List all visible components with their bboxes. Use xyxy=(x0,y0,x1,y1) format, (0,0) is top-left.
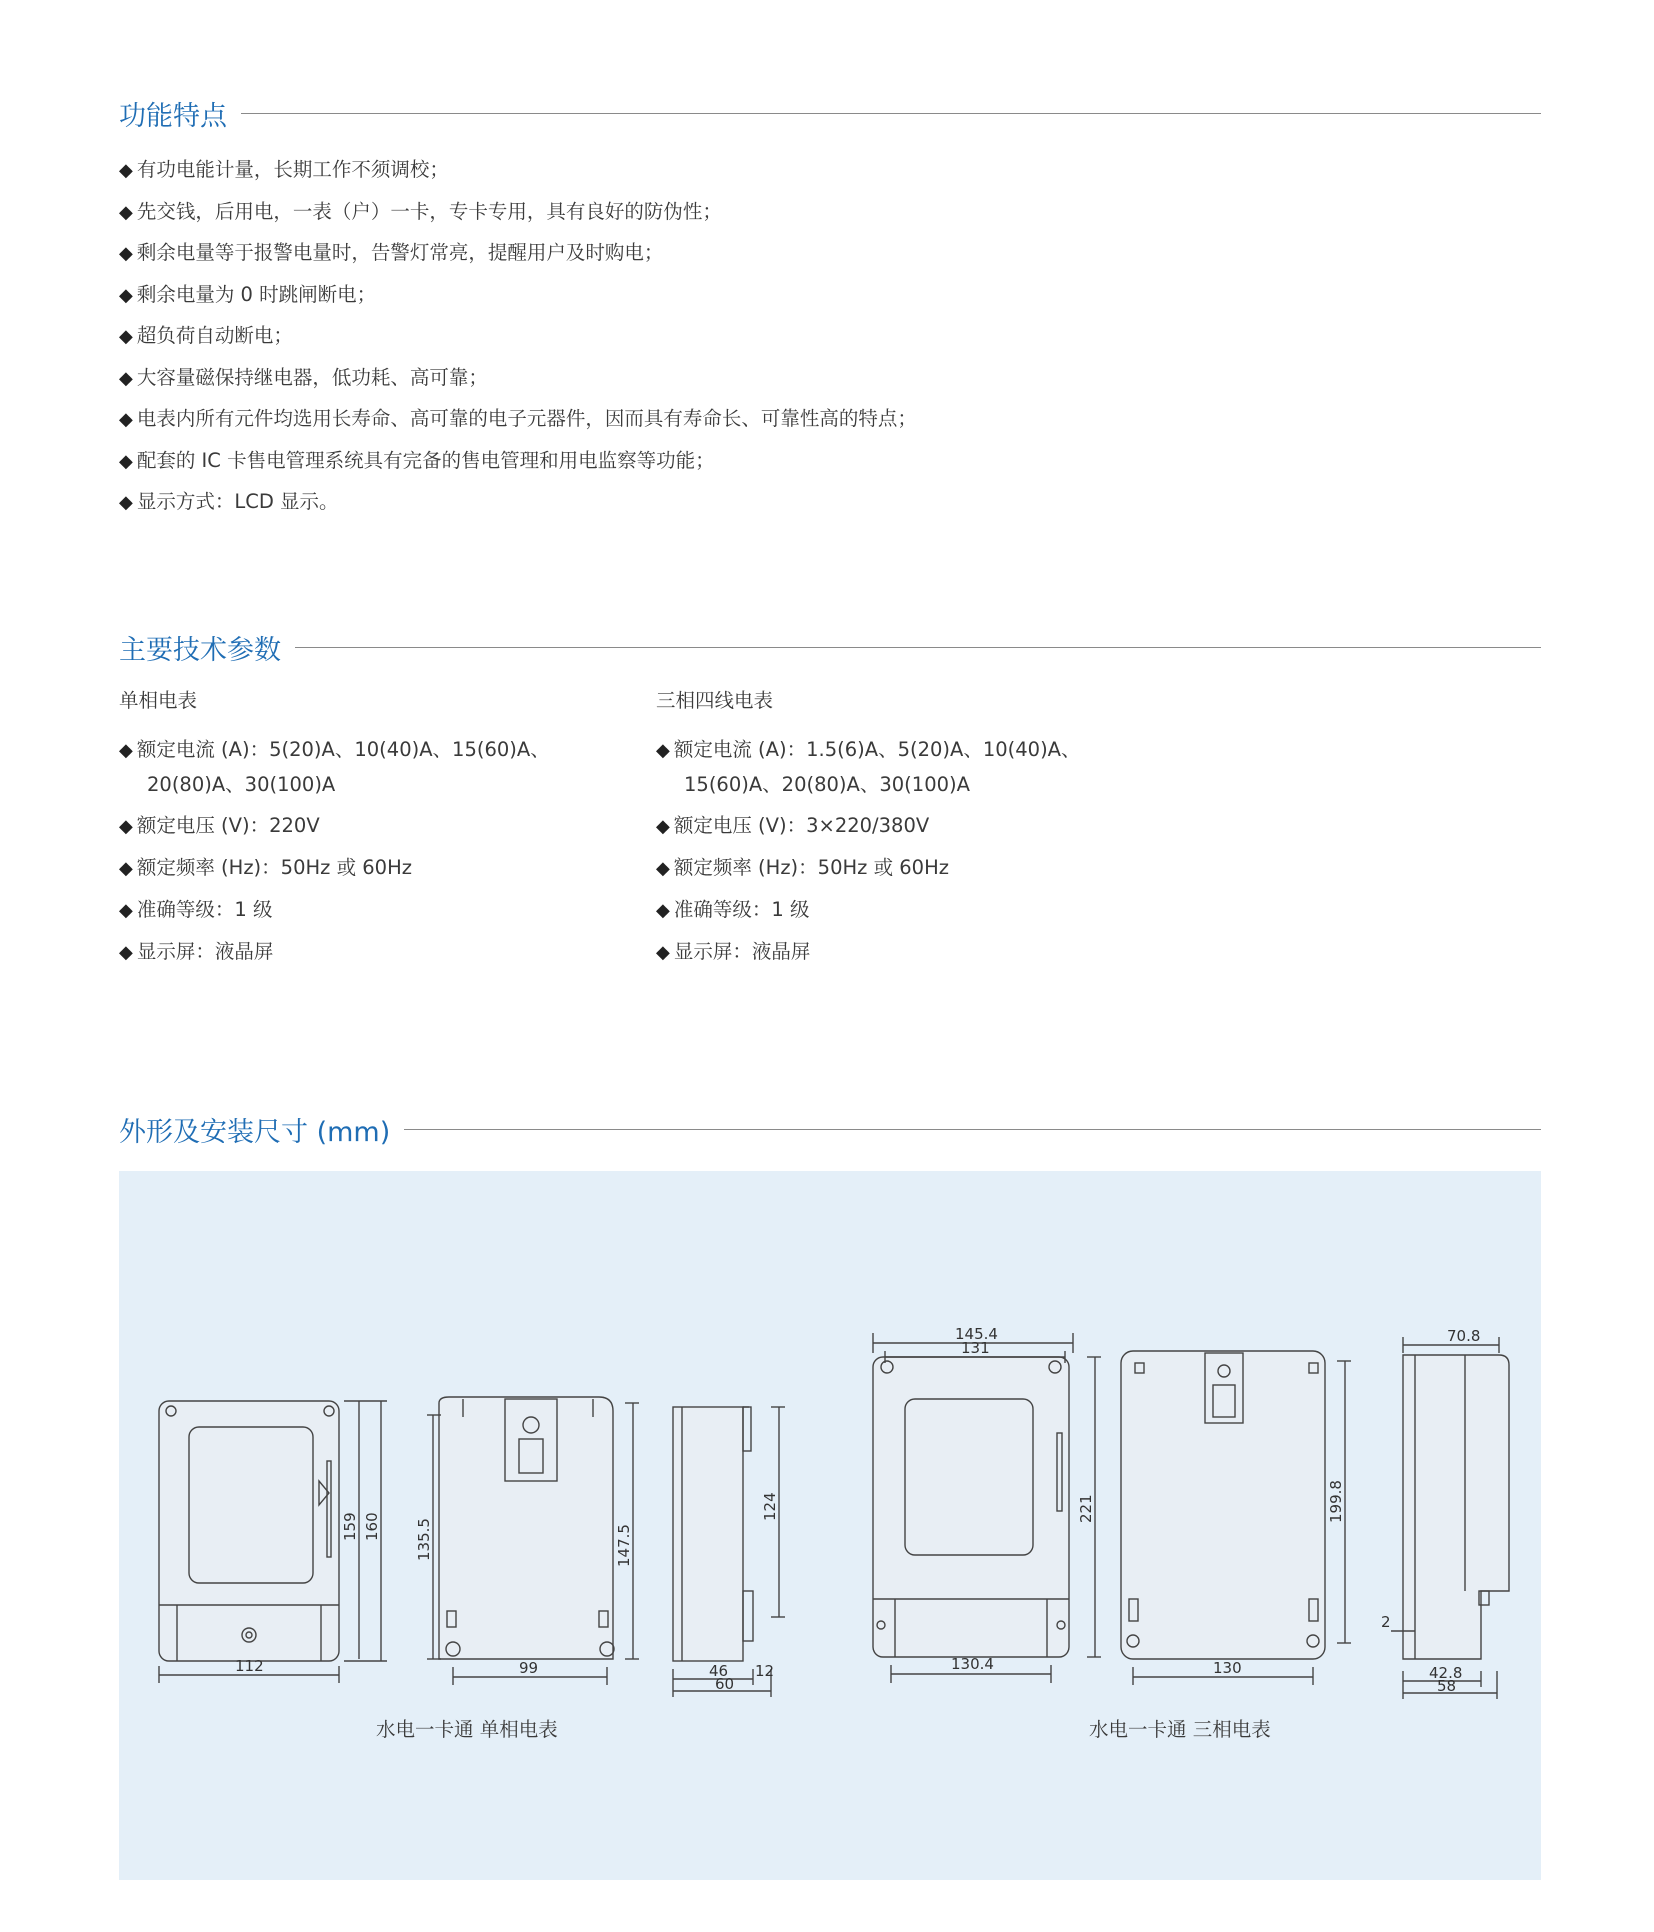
dim-three-side-depth-inner: 42.8 xyxy=(1429,1664,1463,1682)
param-item-current: ◆ 额定电流 (A)：1.5(6)A、5(20)A、10(40)A、 15(60)A、20(80)A、30(100)A xyxy=(656,738,1081,796)
single-phase-params xyxy=(119,683,550,977)
feature-item: ◆ 配套的 IC 卡售电管理系统具有完备的售电管理和用电监察等功能； xyxy=(119,448,715,472)
diamond-bullet-icon: ◆ xyxy=(119,858,133,879)
diamond-bullet-icon: ◆ xyxy=(119,942,133,963)
features-divider xyxy=(241,113,1541,114)
param-item-accuracy: ◆ 准确等级：1 级 xyxy=(119,898,273,921)
caption-three-phase: 水电一卡通 三相电表 xyxy=(1089,1718,1271,1741)
diamond-bullet-icon: ◆ xyxy=(656,740,670,761)
three-phase-front-view xyxy=(873,1333,1101,1683)
dim-single-side-height: 124 xyxy=(761,1492,779,1521)
single-phase-side-view xyxy=(673,1407,785,1697)
caption-single-phase: 水电一卡通 单相电表 xyxy=(376,1718,558,1741)
feature-item: ◆ 显示方式：LCD 显示。 xyxy=(119,490,339,513)
dim-single-back-height-left: 135.5 xyxy=(415,1518,433,1561)
dim-three-width-bottom: 130.4 xyxy=(951,1655,994,1673)
feature-item: ◆ 剩余电量为 0 时跳闸断电； xyxy=(119,282,377,306)
dim-three-width-top: 145.4 xyxy=(955,1325,998,1343)
param-item-current: ◆ 额定电流 (A)：5(20)A、10(40)A、15(60)A、 20(80)A、30(100)A xyxy=(119,738,550,796)
diamond-bullet-icon: ◆ xyxy=(119,243,133,264)
single-phase-back-view xyxy=(427,1397,639,1685)
features-title: 功能特点 xyxy=(119,101,227,132)
single-phase-heading: 单相电表 xyxy=(119,689,198,712)
diamond-bullet-icon: ◆ xyxy=(119,816,133,837)
features-header xyxy=(119,94,1541,133)
dim-three-side-depth: 58 xyxy=(1437,1677,1457,1695)
dim-single-height-inner: 159 xyxy=(341,1512,359,1541)
three-phase-heading: 三相四线电表 xyxy=(656,689,774,712)
param-item-voltage: ◆ 额定电压 (V)：220V xyxy=(119,814,320,837)
params-divider xyxy=(295,647,1541,648)
feature-list xyxy=(119,152,917,526)
three-phase-params xyxy=(656,683,1081,977)
dim-single-width: 112 xyxy=(235,1657,264,1675)
feature-item: ◆ 剩余电量等于报警电量时，告警灯常亮，提醒用户及时购电； xyxy=(119,241,664,264)
dimension-drawings xyxy=(119,1171,1541,1880)
diamond-bullet-icon: ◆ xyxy=(119,326,133,347)
feature-item: ◆ 电表内所有元件均选用长寿命、高可靠的电子元器件，因而具有寿命长、可靠性高的特点； xyxy=(119,407,917,430)
dim-single-back-height-right: 147.5 xyxy=(615,1524,633,1567)
dim-three-side-top: 70.8 xyxy=(1447,1327,1481,1345)
feature-item: ◆ 先交钱，后用电，一表（户）一卡，专卡专用，具有良好的防伪性； xyxy=(119,199,722,223)
diamond-bullet-icon: ◆ xyxy=(119,160,133,181)
dim-single-height-outer: 160 xyxy=(363,1512,381,1541)
diamond-bullet-icon: ◆ xyxy=(656,900,670,921)
param-item-frequency: ◆ 额定频率 (Hz)：50Hz 或 60Hz xyxy=(119,856,412,879)
three-phase-back-view xyxy=(1121,1351,1351,1685)
dimensions-divider xyxy=(404,1129,1541,1130)
diamond-bullet-icon: ◆ xyxy=(656,942,670,963)
dimensions-title: 外形及安装尺寸 (mm) xyxy=(119,1117,391,1148)
dim-three-back-height: 199.8 xyxy=(1327,1480,1345,1523)
param-item-display: ◆ 显示屏：液晶屏 xyxy=(656,940,811,963)
dim-three-width-top-inner: 131 xyxy=(961,1339,990,1357)
dim-single-side-depth-inner: 46 xyxy=(709,1662,729,1680)
feature-item: ◆ 超负荷自动断电； xyxy=(119,324,293,347)
diamond-bullet-icon: ◆ xyxy=(119,409,133,430)
dimensions-header xyxy=(119,1110,1541,1149)
diamond-bullet-icon: ◆ xyxy=(119,284,133,306)
diamond-bullet-icon: ◆ xyxy=(119,740,133,761)
dim-single-back-width: 99 xyxy=(519,1659,539,1677)
dim-three-side-small: 2 xyxy=(1381,1613,1391,1631)
diamond-bullet-icon: ◆ xyxy=(119,201,133,223)
three-phase-side-view xyxy=(1391,1337,1509,1699)
feature-item: ◆ 大容量磁保持继电器，低功耗、高可靠； xyxy=(119,365,488,389)
params-title: 主要技术参数 xyxy=(119,635,281,666)
feature-item: ◆ 有功电能计量，长期工作不须调校； xyxy=(119,158,449,181)
diamond-bullet-icon: ◆ xyxy=(119,367,133,389)
param-item-frequency: ◆ 额定频率 (Hz)：50Hz 或 60Hz xyxy=(656,856,949,879)
single-phase-front-view xyxy=(159,1401,387,1683)
param-item-voltage: ◆ 额定电压 (V)：3×220/380V xyxy=(656,814,930,837)
diamond-bullet-icon: ◆ xyxy=(656,858,670,879)
dim-three-height: 221 xyxy=(1077,1494,1095,1523)
diamond-bullet-icon: ◆ xyxy=(119,450,133,472)
diamond-bullet-icon: ◆ xyxy=(119,900,133,921)
dim-single-side-small: 12 xyxy=(755,1662,775,1680)
params-header xyxy=(119,628,1541,667)
diamond-bullet-icon: ◆ xyxy=(656,816,670,837)
param-item-accuracy: ◆ 准确等级：1 级 xyxy=(656,898,810,921)
dim-single-side-depth: 60 xyxy=(715,1675,735,1693)
dimension-drawing-panel xyxy=(119,1171,1541,1880)
diamond-bullet-icon: ◆ xyxy=(119,492,133,513)
param-item-display: ◆ 显示屏：液晶屏 xyxy=(119,940,274,963)
dim-three-back-width: 130 xyxy=(1213,1659,1242,1677)
